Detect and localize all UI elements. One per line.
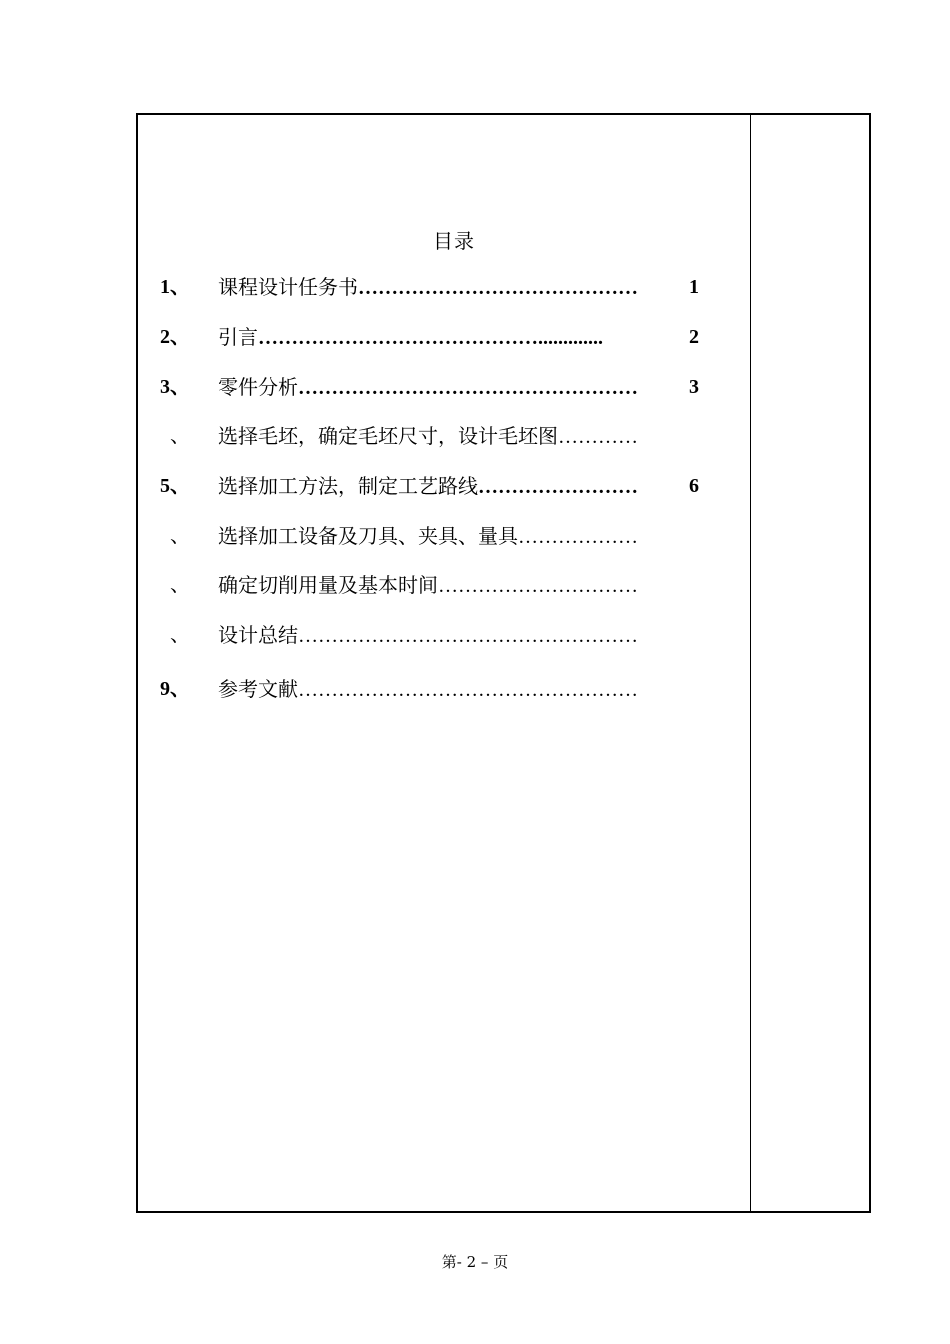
frame-divider — [750, 115, 751, 1211]
toc-text — [218, 422, 705, 450]
toc-leader: …………………… — [478, 476, 638, 498]
toc-label: 课程设计任务书 — [218, 275, 358, 299]
toc-text — [218, 472, 705, 500]
toc-entry — [160, 472, 705, 500]
toc-number: 9、 — [160, 678, 190, 700]
toc-number: 、 — [170, 574, 190, 596]
page-frame — [136, 113, 871, 1213]
toc-number: 、 — [170, 624, 190, 646]
toc-page-number: 2 — [688, 323, 699, 351]
page-footer: 第- 2 – 页 — [441, 1253, 509, 1271]
toc-text — [218, 323, 705, 351]
toc-leader: …………………………………………… — [298, 377, 638, 399]
toc-label: 设计总结 — [218, 623, 298, 647]
toc-page-number: 1 — [688, 273, 699, 301]
toc-leader: …………………………………………… — [298, 679, 638, 701]
toc-number: 2、 — [160, 326, 190, 348]
toc-label: 选择加工方法，制定工艺路线 — [218, 474, 478, 498]
toc-text — [218, 571, 705, 599]
toc-number: 3、 — [160, 376, 190, 398]
toc-label: 选择加工设备及刀具、夹具、量具 — [218, 524, 518, 548]
toc-label: 引言 — [218, 325, 258, 349]
toc-text — [218, 373, 705, 401]
toc-entry — [160, 571, 705, 599]
toc-page-number: 3 — [688, 373, 699, 401]
toc-label: 参考文献 — [218, 677, 298, 701]
toc-leader: ………… — [558, 426, 638, 448]
toc-entry — [160, 675, 705, 703]
toc-leader: …………………………………………… — [298, 625, 638, 647]
toc-number: 、 — [170, 525, 190, 547]
toc-label: 选择毛坯，确定毛坯尺寸，设计毛坯图 — [218, 424, 558, 448]
toc-leader: ……………… — [518, 526, 638, 548]
toc-entry — [160, 522, 705, 550]
toc-text — [218, 675, 705, 703]
toc-entry — [160, 621, 705, 649]
toc-leader: ……………………………………............. — [258, 327, 603, 349]
toc-text — [218, 522, 705, 550]
toc-leader: …………………………………… — [358, 277, 638, 299]
toc-number: 5、 — [160, 475, 190, 497]
toc-label: 零件分析 — [218, 375, 298, 399]
toc-entry — [160, 422, 705, 450]
toc-text — [218, 273, 705, 301]
toc-page-number: 6 — [688, 472, 699, 500]
toc-entry — [160, 373, 705, 401]
toc-title: 目录 — [433, 229, 475, 253]
toc-leader: ………………………… — [438, 575, 638, 597]
toc-entry — [160, 323, 705, 351]
toc-text — [218, 621, 705, 649]
toc-entry — [160, 273, 705, 301]
toc-number: 1、 — [160, 276, 190, 298]
toc-label: 确定切削用量及基本时间 — [218, 573, 438, 597]
toc-number: 、 — [170, 425, 190, 447]
